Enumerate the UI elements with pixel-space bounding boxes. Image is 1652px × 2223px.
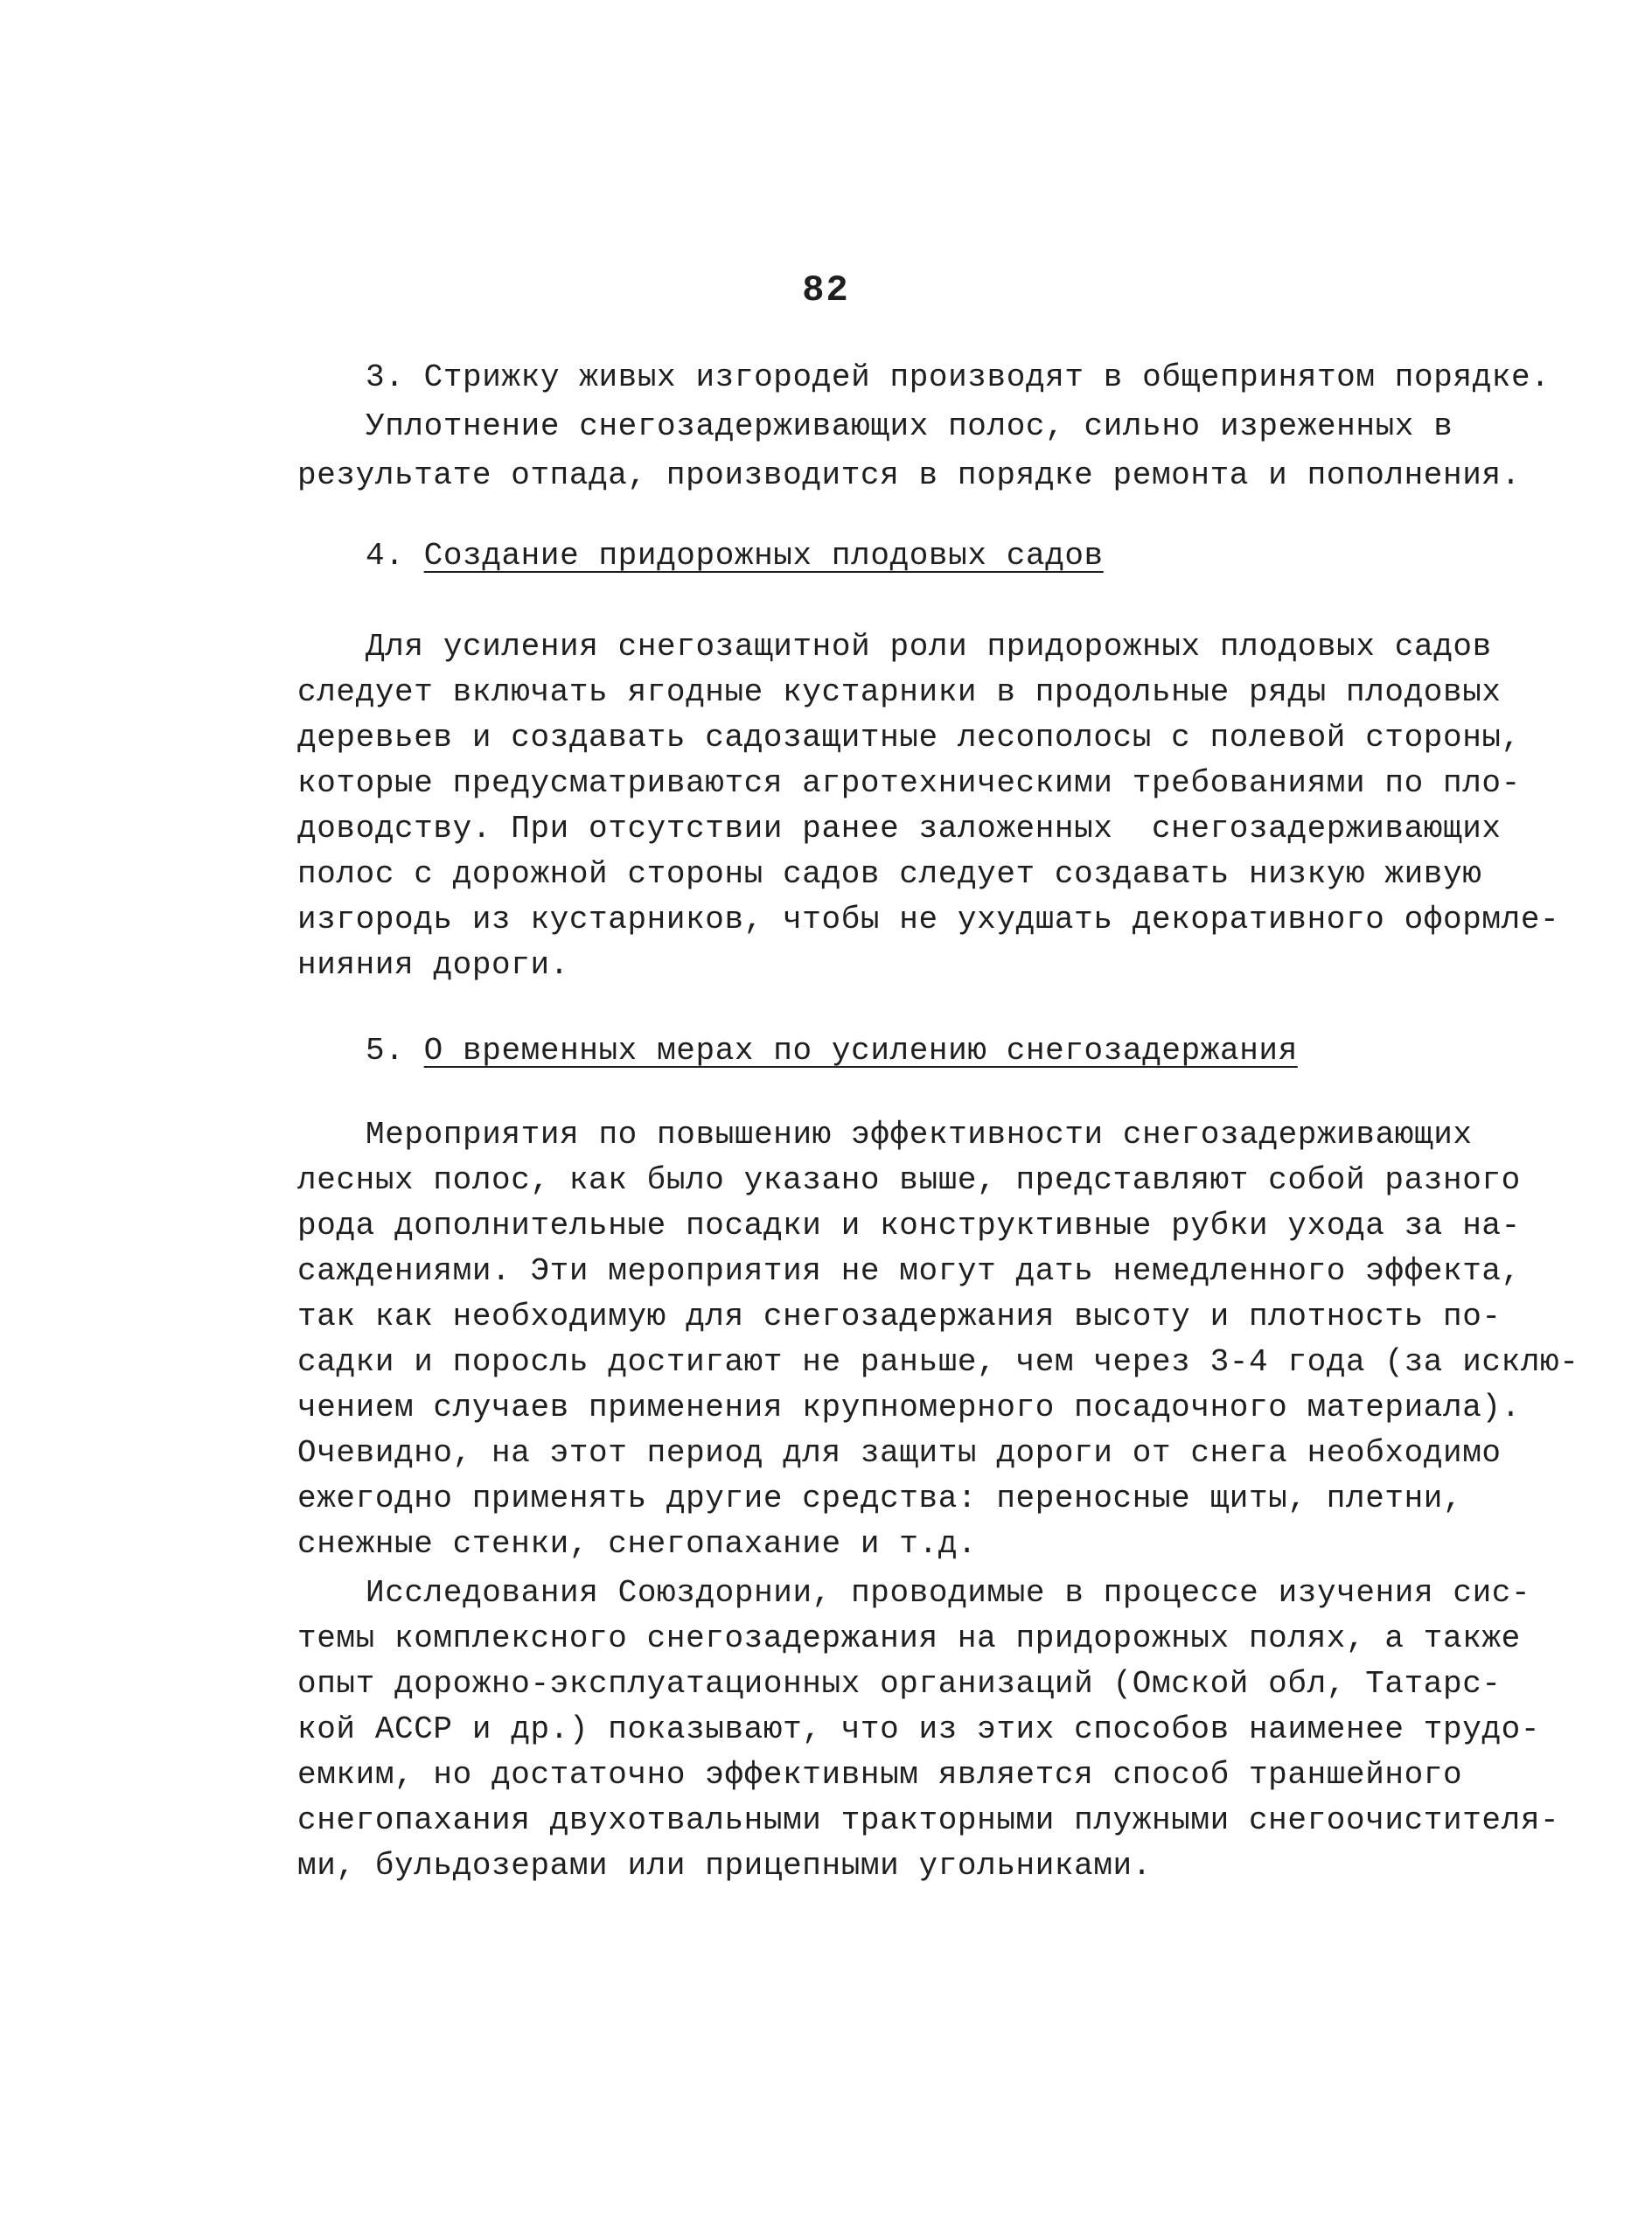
section-5-p2-line-2: темы комплексного снегозадержания на придорожных полях, а также [297, 1620, 1521, 1656]
page-number: 82 [802, 269, 850, 311]
section-5-p2-line-3: опыт дорожно-эксплуатационных организаций (Омской обл, Татарс- [297, 1666, 1502, 1702]
section-5-title: О временных мерах по усилению снегозадержания [423, 1033, 1298, 1069]
section-3-line-3: результате отпада, производится в порядке ремонта и пополнения. [297, 457, 1521, 493]
section-3-line-2: Уплотнение снегозадерживающих полос, сильно изреженных в [366, 408, 1453, 444]
section-4-line-6: полос с дорожной стороны садов следует создавать низкую живую [297, 856, 1482, 892]
section-4-title: Создание придорожных плодовых садов [423, 538, 1104, 574]
section-3-line-1: 3. Стрижку живых изгородей производят в общепринятом порядке. [366, 359, 1551, 395]
section-5-p1-line-3: рода дополнительные посадки и конструктивные рубки ухода за на- [297, 1208, 1521, 1244]
section-5-heading [366, 1032, 1298, 1070]
section-5-p1-line-5: так как необходимую для снегозадержания высоту и плотность по- [297, 1299, 1502, 1334]
section-5-p1-line-9: ежегодно применять другие средства: переносные щиты, плетни, [297, 1481, 1463, 1516]
section-5-p1-line-6: садки и поросль достигают не раньше, чем через 3-4 года (за исклю- [297, 1344, 1579, 1380]
section-4-line-1: Для усиления снегозащитной роли придорожных плодовых садов [366, 629, 1492, 665]
section-5-p2-line-6: снегопахания двухотвальными тракторными плужными снегоочистителя- [297, 1802, 1560, 1838]
section-4-line-5: доводству. При отсутствии ранее заложенных снегозадерживающих [297, 811, 1502, 847]
section-5-p1-line-2: лесных полос, как было указано выше, представляют собой разного [297, 1162, 1521, 1198]
section-5-p2-line-7: ми, бульдозерами или прицепными угольниками. [297, 1848, 1152, 1884]
section-5-p1-line-7: чением случаев применения крупномерного посадочного материала). [297, 1390, 1521, 1425]
section-5-p1-line-1: Мероприятия по повышению эффективности снегозадерживающих [366, 1117, 1473, 1153]
section-4-line-2: следует включать ягодные кустарники в продольные ряды плодовых [297, 674, 1502, 710]
section-4-line-4: которые предусматриваются агротехническими требованиями по пло- [297, 765, 1521, 801]
section-4-number: 4. [366, 538, 405, 574]
section-5-p2-line-5: емким, но достаточно эффективным является способ траншейного [297, 1757, 1463, 1793]
section-5-p1-line-10: снежные стенки, снегопахание и т.д. [297, 1526, 978, 1562]
section-5-p2-line-4: кой АССР и др.) показывают, что из этих способов наименее трудо- [297, 1711, 1541, 1747]
section-5-p1-line-4: саждениями. Эти мероприятия не могут дать немедленного эффекта, [297, 1253, 1521, 1289]
section-5-p2-line-1: Исследования Союздорнии, проводимые в процессе изучения сис- [366, 1575, 1531, 1611]
section-4-line-3: деревьев и создавать садозащитные лесополосы с полевой стороны, [297, 720, 1521, 756]
section-4-line-7: изгородь из кустарников, чтобы не ухудшать декоративного оформле- [297, 902, 1560, 937]
section-5-p1-line-8: Очевидно, на этот период для защиты дороги от снега необходимо [297, 1435, 1502, 1471]
section-4-line-8: нияния дороги. [297, 947, 569, 983]
section-4-heading [366, 537, 1104, 575]
section-5-number: 5. [366, 1033, 405, 1069]
